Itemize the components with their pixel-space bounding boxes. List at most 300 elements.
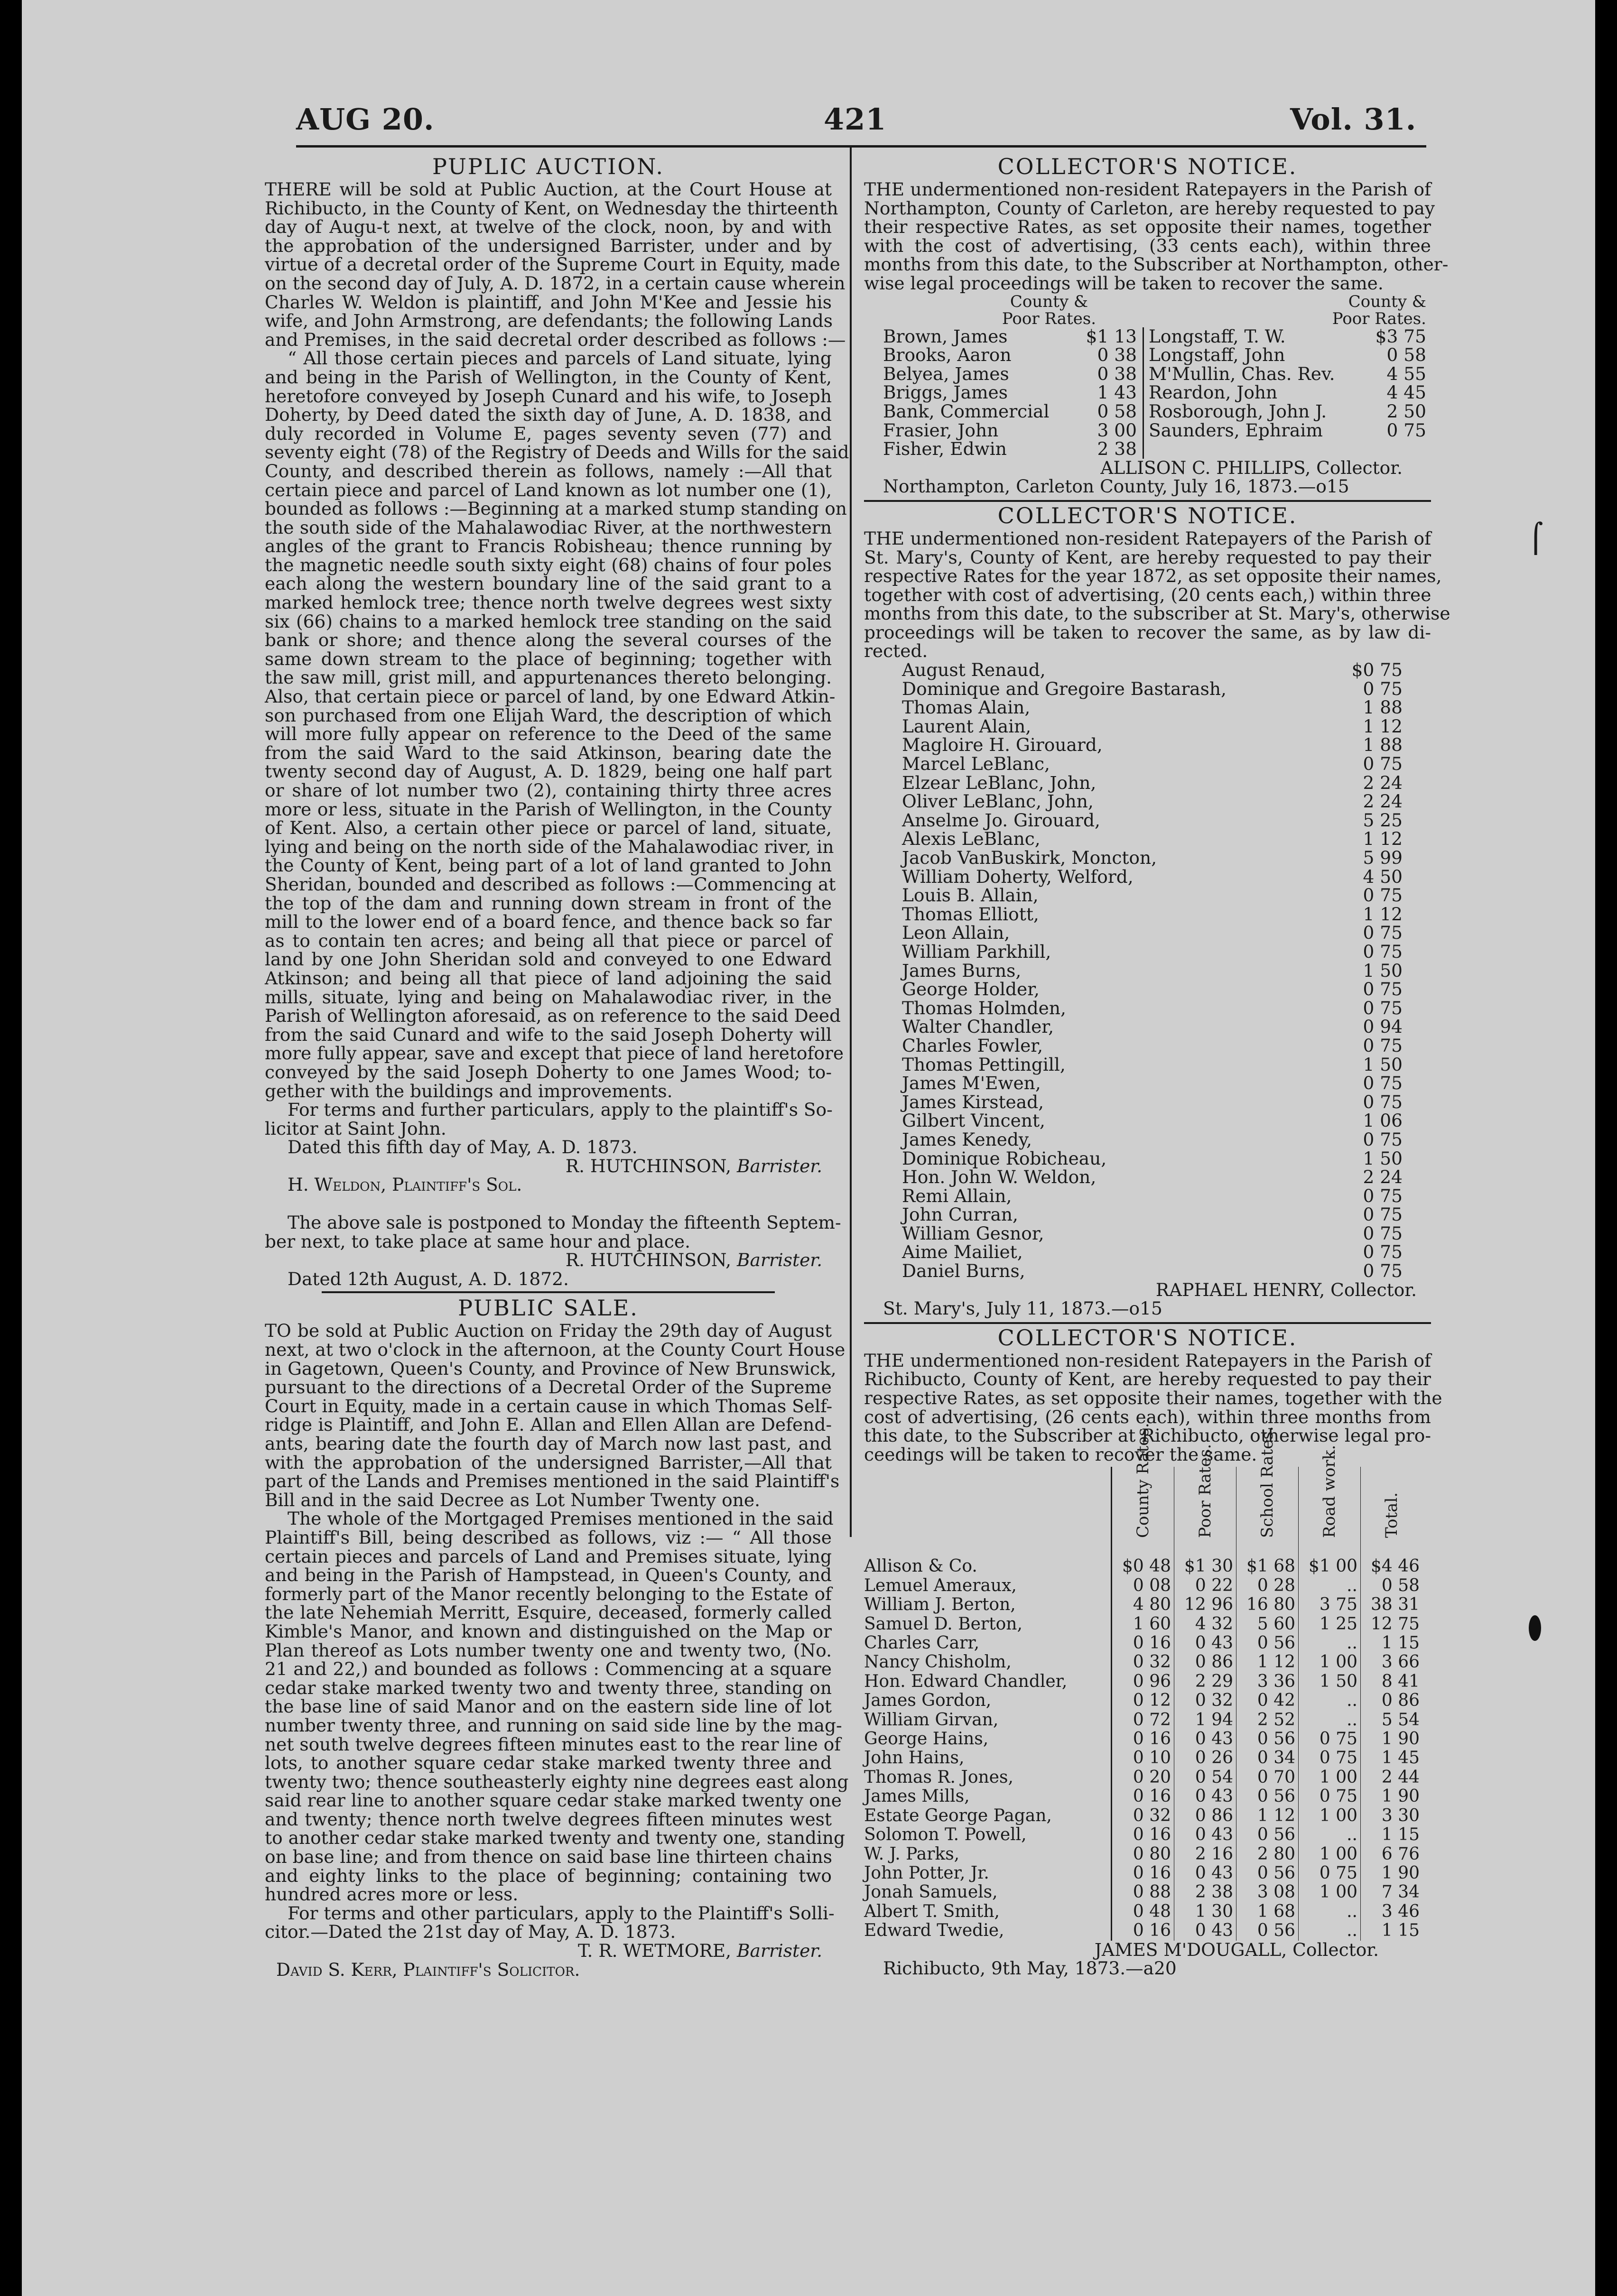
table-row	[864, 1902, 1422, 1921]
table-cell-value: 1 15	[1361, 1825, 1423, 1844]
text-line: or share of lot number two (2), containing thirty three acres	[265, 780, 832, 801]
text-line: bank or shore; and thence along the several courses of the	[265, 630, 832, 651]
table-cell-value: $1 68	[1236, 1557, 1299, 1576]
entry-name: Walter Chandler,	[902, 1016, 1054, 1037]
text-line: on base line; and from thence on said base line thirteen chains	[265, 1846, 832, 1868]
auction-signature-title: Barrister.	[737, 1155, 822, 1176]
table-cell-name: William Girvan,	[864, 1710, 999, 1730]
text-line: land by one John Sheridan sold and conveyed to one Edward	[265, 949, 832, 970]
text-line: mills, situate, lying and being on Mahalawodiac river, in the	[265, 986, 832, 1008]
table-cell-value: 3 30	[1361, 1806, 1423, 1825]
entry-name: Jacob VanBuskirk, Moncton,	[902, 847, 1157, 868]
auction-body	[265, 179, 849, 1158]
text-line: will more fully appear on reference to the Deed of the same	[265, 723, 832, 745]
text-line: said rear line to another square cedar stake marked twenty one	[265, 1790, 842, 1811]
entry-name: Frasier, John	[883, 419, 999, 441]
entry-name: Daniel Burns,	[902, 1260, 1025, 1282]
notice2-collector: RAPHAEL HENRY, Collector.	[1155, 1279, 1417, 1300]
left-column	[265, 153, 849, 1980]
text-line: 21 and 22,) and bounded as follows : Commencing at a square	[265, 1658, 832, 1680]
list-item	[902, 1187, 1403, 1206]
notice1-list-right	[1144, 327, 1431, 459]
section-rule	[322, 1291, 775, 1293]
list-item	[902, 811, 1403, 830]
text-line: and twenty; thence north twelve degrees fifteen minutes west	[265, 1808, 832, 1830]
table-cell-value: 0 43	[1174, 1921, 1236, 1940]
text-line: respective Rates for the year 1872, as set opposite their names,	[864, 565, 1442, 587]
text-line: Atkinson; and being all that piece of land adjoining the said	[265, 967, 832, 989]
text-line: County, and described therein as follows, namely :—All that	[265, 460, 832, 481]
entry-amount: 1 50	[1363, 1148, 1403, 1169]
entry-amount: 5 99	[1363, 847, 1403, 868]
entry-name: Magloire H. Girouard,	[902, 734, 1103, 756]
notice1-col-head-left	[864, 293, 1149, 327]
table-cell-name: Charles Carr,	[864, 1633, 980, 1653]
notice3-title: COLLECTOR'S NOTICE.	[997, 1324, 1298, 1351]
list-item	[902, 1074, 1403, 1093]
text-line: respective Rates, as set opposite their names, together with the	[864, 1388, 1442, 1409]
entry-name: Thomas Elliott,	[902, 903, 1039, 925]
table-cell-value: 0 56	[1236, 1730, 1299, 1749]
text-line: this date, to the Subscriber at Richibucto, otherwise legal pro-	[864, 1425, 1431, 1446]
table-column-header	[1236, 1426, 1299, 1557]
table-row	[864, 1557, 1422, 1576]
entry-amount: 1 88	[1363, 734, 1403, 756]
postponed-dated: Dated 12th August, A. D. 1872.	[288, 1268, 569, 1289]
text-line: Parish of Wellington aforesaid, as on reference to the said Deed	[265, 1005, 841, 1027]
sale-signature	[265, 1942, 832, 1961]
table-cell-value: 0 43	[1174, 1730, 1236, 1749]
table-cell-value: 0 42	[1236, 1691, 1299, 1710]
entry-name: Reardon, John	[1149, 382, 1278, 403]
column-header-label: Total.	[1382, 1492, 1401, 1538]
table-cell-value: 0 75	[1299, 1749, 1361, 1768]
text-line: Court in Equity, made in a certain cause in which Thomas Self-	[265, 1395, 833, 1416]
text-line: same down stream to the place of beginning; together with	[265, 648, 832, 669]
text-line: in Gagetown, Queen's County, and Province of New Brunswick,	[265, 1358, 836, 1379]
list-item	[902, 1168, 1403, 1187]
text-line: next, at two o'clock in the afternoon, at the County Court House	[265, 1339, 846, 1361]
table-cell-value: 1 68	[1236, 1902, 1299, 1921]
entry-name: M'Mullin, Chas. Rev.	[1149, 363, 1335, 384]
text-line: seventy eight (78) of the Registry of Deeds and Wills for the said	[265, 442, 849, 463]
entry-amount: 1 50	[1363, 960, 1403, 981]
text-line: day of Augu-t next, at twelve of the clock, noon, by and with	[265, 216, 832, 238]
list-item	[902, 792, 1403, 811]
issue-date: AUG 20.	[296, 102, 435, 137]
entry-name: Belyea, James	[883, 363, 1009, 384]
table-row	[864, 1653, 1422, 1672]
entry-name: William Doherty, Welford,	[902, 866, 1134, 887]
table-cell-value: 0 16	[1112, 1864, 1174, 1883]
column-header-label: County Rates.	[1134, 1423, 1152, 1538]
table-cell-value: $0 48	[1112, 1557, 1174, 1576]
entry-amount: 0 75	[1363, 979, 1403, 1000]
entry-amount: 0 58	[1386, 344, 1426, 366]
table-cell-value: 0 22	[1174, 1576, 1236, 1595]
table-cell-value: 3 66	[1361, 1653, 1423, 1672]
table-cell-value: 2 16	[1174, 1845, 1236, 1864]
table-cell-value: 1 12	[1236, 1806, 1299, 1825]
table-cell-value: 1 90	[1361, 1787, 1423, 1806]
column-header-label: School Rates.	[1258, 1426, 1277, 1538]
entry-amount: 0 75	[1363, 1222, 1403, 1244]
notice3-collector: JAMES M'DOUGALL, Collector.	[1094, 1939, 1379, 1960]
entry-name: Briggs, James	[883, 382, 1008, 403]
text-line: “ All those certain pieces and parcels of Land situate, lying	[288, 348, 832, 369]
table-column-header	[1361, 1467, 1423, 1557]
entry-amount: 0 38	[1097, 344, 1137, 366]
auction-title: PUPLIC AUCTION.	[432, 154, 665, 179]
text-line: Also, that certain piece or parcel of land, by one Edward Atkin-	[265, 686, 836, 707]
table-cell-value: 8 41	[1361, 1672, 1423, 1691]
notice3-table-header	[864, 1467, 1422, 1557]
right-column	[864, 153, 1450, 1979]
table-cell-value: 16 80	[1236, 1595, 1299, 1614]
text-line: hundred acres more or less.	[265, 1884, 519, 1905]
entry-name: Remi Allain,	[902, 1185, 1012, 1206]
list-item	[902, 924, 1403, 943]
table-cell-name: James Mills,	[864, 1787, 970, 1806]
notice3-table-body	[864, 1557, 1422, 1940]
text-line: Bill and in the said Decree as Lot Number Twenty one.	[265, 1489, 760, 1510]
text-line: pursuant to the directions of a Decretal Order of the Supreme	[265, 1377, 832, 1398]
text-line: each along the western boundary line of the said grant to a	[265, 573, 832, 594]
text-line: gether with the buildings and improvements.	[265, 1080, 673, 1102]
text-line: For terms and further particulars, apply to the plaintiff's So-	[288, 1099, 833, 1120]
notice2-dated: St. Mary's, July 11, 1873.—o15	[883, 1298, 1162, 1319]
list-item	[883, 421, 1137, 440]
table-cell-value: $1 30	[1174, 1557, 1236, 1576]
list-item	[883, 346, 1137, 365]
text-line: to another cedar stake marked twenty and twenty one, standing	[265, 1827, 846, 1849]
notice1-col-head-right	[1149, 293, 1431, 327]
entry-name: Marcel LeBlanc,	[902, 753, 1050, 775]
table-cell-value: 1 12	[1236, 1653, 1299, 1672]
sale-title: PUBLIC SALE.	[458, 1295, 639, 1321]
text-line: The whole of the Mortgaged Premises mentioned in the said	[288, 1508, 834, 1529]
entry-amount: 0 75	[1363, 1204, 1403, 1225]
table-cell-name: Solomon T. Powell,	[864, 1825, 1027, 1845]
table-cell-value: 0 96	[1112, 1672, 1174, 1691]
text-line: on the second day of July, A. D. 1872, in a certain cause wherein	[265, 272, 846, 294]
list-item	[902, 698, 1403, 717]
list-item	[902, 962, 1403, 981]
entry-name: James Burns,	[902, 960, 1022, 981]
table-row	[864, 1749, 1422, 1768]
notice1-title: COLLECTOR'S NOTICE.	[997, 154, 1298, 179]
table-cell-value: 2 44	[1361, 1768, 1423, 1787]
table-cell-value: 1 25	[1299, 1615, 1361, 1634]
entry-name: Bank, Commercial	[883, 400, 1050, 422]
table-cell-name: Allison & Co.	[864, 1556, 977, 1576]
table-cell-value: 0 26	[1174, 1749, 1236, 1768]
column-header-label: Poor Rates.	[1196, 1444, 1215, 1538]
text-line: cedar stake marked twenty two and twenty three, standing on	[265, 1677, 832, 1698]
table-cell-name: Thomas R. Jones,	[864, 1767, 1013, 1787]
text-line: Doherty, by Deed dated the sixth day of June, A. D. 1838, and	[265, 404, 832, 426]
entry-amount: 2 24	[1363, 1167, 1403, 1188]
list-item	[902, 1093, 1403, 1112]
list-item	[902, 1111, 1403, 1130]
entry-name: Louis B. Allain,	[902, 885, 1039, 906]
entry-amount: 0 75	[1363, 885, 1403, 906]
text-line: son purchased from one Elijah Ward, the description of which	[265, 704, 832, 726]
entry-amount: 0 94	[1363, 1016, 1403, 1037]
entry-amount: 2 50	[1386, 400, 1426, 422]
list-item	[902, 1037, 1403, 1055]
text-line: more or less, situate in the Parish of Wellington, in the County	[265, 798, 832, 820]
entry-name: Brooks, Aaron	[883, 344, 1012, 366]
text-line: more fully appear, save and except that piece of land heretofore	[265, 1043, 844, 1064]
auction-signature-name: R. HUTCHINSON,	[565, 1155, 732, 1176]
table-cell-value: 2 29	[1174, 1672, 1236, 1691]
text-line: marked hemlock tree; thence north twelve degrees west sixty	[265, 592, 832, 613]
table-cell-value: 0 56	[1236, 1787, 1299, 1806]
table-cell-value: 0 72	[1112, 1711, 1174, 1730]
table-cell-value: 2 38	[1174, 1883, 1236, 1902]
entry-amount: 0 38	[1097, 363, 1137, 384]
entry-amount: 4 55	[1386, 363, 1426, 384]
list-item	[902, 999, 1403, 1018]
col-head-line: County &	[1348, 292, 1426, 311]
table-cell-name: Estate George Pagan,	[864, 1805, 1052, 1825]
table-cell-value: 0 16	[1112, 1787, 1174, 1806]
text-line: THERE will be sold at Public Auction, at the Court House at	[265, 179, 832, 200]
text-line: the top of the dam and running down stream in front of the	[265, 892, 832, 914]
entry-name: Dominique Robicheau,	[902, 1148, 1107, 1169]
table-row	[864, 1864, 1422, 1883]
table-cell-value: 1 00	[1299, 1768, 1361, 1787]
text-line: ber next, to take place at same hour and place.	[265, 1231, 690, 1252]
text-line: ants, bearing date the fourth day of March now last past, and	[265, 1433, 832, 1454]
entry-name: Dominique and Gregoire Bastarash,	[902, 678, 1227, 699]
entry-amount: 0 75	[1363, 1035, 1403, 1056]
entry-amount: $3 75	[1375, 325, 1426, 347]
table-cell-value: 7 34	[1361, 1883, 1423, 1902]
entry-name: Longstaff, T. W.	[1149, 325, 1286, 347]
list-item	[902, 680, 1403, 699]
table-cell-value: 1 00	[1299, 1806, 1361, 1825]
table-row	[864, 1845, 1422, 1864]
entry-name: William Parkhill,	[902, 941, 1051, 962]
text-line: with the cost of advertising, (33 cents each), within three	[864, 235, 1431, 256]
table-column-header	[1174, 1444, 1236, 1557]
text-line: formerly part of the Manor recently belonging to the Estate of	[265, 1583, 832, 1604]
table-cell-value: $1 00	[1299, 1557, 1361, 1576]
text-line: Richibucto, County of Kent, are hereby requested to pay their	[864, 1369, 1431, 1390]
table-row	[864, 1825, 1422, 1844]
table-cell-value: 3 46	[1361, 1902, 1423, 1921]
table-row	[864, 1576, 1422, 1595]
entry-amount: $1 13	[1086, 325, 1137, 347]
text-line: Plan thereof as Lots number twenty one and twenty two, (No.	[265, 1639, 832, 1661]
table-cell-name: James Gordon,	[864, 1691, 992, 1711]
text-line: from the said Cunard and wife to the said Joseph Doherty will	[265, 1024, 832, 1045]
table-cell-value: ..	[1299, 1825, 1361, 1844]
table-row	[864, 1615, 1422, 1634]
list-item	[1149, 402, 1426, 421]
table-row	[864, 1787, 1422, 1806]
table-cell-value: 0 34	[1236, 1749, 1299, 1768]
entry-amount: $0 75	[1351, 659, 1403, 681]
text-line: and Premises, in the said decretal order described as follows :—	[265, 329, 846, 350]
table-cell-name: Samuel D. Berton,	[864, 1614, 1022, 1634]
table-cell-value: 2 80	[1236, 1845, 1299, 1864]
list-item	[1149, 346, 1426, 365]
entry-name: James Kirstead,	[902, 1091, 1044, 1112]
text-line: conveyed by the said Joseph Doherty to one James Wood; to-	[265, 1061, 832, 1083]
list-item	[883, 383, 1137, 402]
text-line: ridge is Plaintiff, and John E. Allan and Ellen Allan are Defend-	[265, 1414, 832, 1435]
text-line: and being in the Parish of Hampstead, in Queen's County, and	[265, 1565, 832, 1586]
entry-amount: 2 24	[1363, 772, 1403, 793]
entry-name: Fisher, Edwin	[883, 438, 1007, 460]
table-cell-value: 0 16	[1112, 1730, 1174, 1749]
list-item	[1149, 365, 1426, 384]
col-head-line: Poor Rates.	[1332, 309, 1426, 328]
table-cell-value: 0 54	[1174, 1768, 1236, 1787]
table-cell-name: W. J. Parks,	[864, 1844, 960, 1864]
text-line: The above sale is postponed to Monday the fifteenth Septem-	[288, 1212, 841, 1233]
text-line: lots, to another square cedar stake marked twenty three and	[265, 1752, 832, 1774]
list-item	[902, 1018, 1403, 1037]
table-row	[864, 1711, 1422, 1730]
entry-name: Elzear LeBlanc, John,	[902, 772, 1097, 793]
entry-amount: 0 75	[1363, 1073, 1403, 1094]
table-cell-value: 1 94	[1174, 1711, 1236, 1730]
text-line: wise legal proceedings will be taken to recover the same.	[864, 272, 1384, 294]
list-item	[902, 1055, 1403, 1074]
notice3-dated: Richibucto, 9th May, 1873.—a20	[883, 1958, 1177, 1979]
notice1-col-heads	[864, 293, 1431, 327]
text-line: the County of Kent, being part of a lot of land granted to John	[265, 855, 832, 876]
text-line: Kimble's Manor, and known and distinguished on the Map or	[265, 1620, 832, 1642]
text-line: ceedings will be taken to recover the same.	[864, 1444, 1257, 1465]
table-cell-value: 1 50	[1299, 1672, 1361, 1691]
text-line: of Kent. Also, a certain other piece or parcel of land, situate,	[265, 817, 832, 839]
text-line: twenty second day of August, A. D. 1829, being one half part	[265, 761, 832, 782]
entry-amount: 1 88	[1363, 697, 1403, 718]
text-line: THE undermentioned non-resident Ratepayers in the Parish of	[864, 1350, 1431, 1371]
table-cell-value: 0 32	[1174, 1691, 1236, 1710]
table-cell-value: ..	[1299, 1691, 1361, 1710]
table-cell-value: 12 75	[1361, 1615, 1423, 1634]
table-cell-value: 38 31	[1361, 1595, 1423, 1614]
entry-name: James Kenedy,	[902, 1129, 1032, 1150]
table-cell-name: John Potter, Jr.	[864, 1863, 989, 1883]
list-item	[883, 440, 1137, 459]
entry-amount: 0 75	[1363, 922, 1403, 944]
table-cell-value: 0 48	[1112, 1902, 1174, 1921]
table-cell-value: 1 45	[1361, 1749, 1423, 1768]
postponed-signature	[265, 1251, 832, 1270]
list-item	[902, 1149, 1403, 1168]
table-cell-value: 0 20	[1112, 1768, 1174, 1787]
list-item	[902, 661, 1403, 680]
text-line: the saw mill, grist mill, and appurtenances thereto belonging.	[265, 667, 832, 688]
auction-solicitor: H. Weldon, Plaintiff's Sol.	[288, 1174, 522, 1195]
entry-amount: 0 75	[1363, 1241, 1403, 1263]
notice1-dated: Northampton, Carleton County, July 16, 1873.—o15	[883, 476, 1349, 497]
list-item	[902, 830, 1403, 849]
text-line: Charles W. Weldon is plaintiff, and John M'Kee and Jessie his	[265, 291, 832, 313]
list-item	[902, 1224, 1403, 1243]
text-line: certain pieces and parcels of Land and Premises situate, lying	[265, 1546, 832, 1567]
table-cell-value: 0 86	[1174, 1806, 1236, 1825]
text-line: heretofore conveyed by Joseph Cunard and his wife, to Joseph	[265, 385, 832, 407]
table-cell-value: 1 15	[1361, 1921, 1423, 1940]
table-cell-value: 0 80	[1112, 1845, 1174, 1864]
table-cell-value: 1 90	[1361, 1864, 1423, 1883]
table-cell-value: 0 75	[1299, 1730, 1361, 1749]
table-cell-value: 4 80	[1112, 1595, 1174, 1614]
table-cell-value: 1 00	[1299, 1883, 1361, 1902]
entry-name: William Gesnor,	[902, 1222, 1044, 1244]
table-cell-value: 0 56	[1236, 1825, 1299, 1844]
entry-name: Rosborough, John J.	[1149, 400, 1327, 422]
entry-name: Saunders, Ephraim	[1149, 419, 1323, 441]
text-line: THE undermentioned non-resident Ratepayers of the Parish of	[864, 528, 1431, 549]
entry-amount: 0 75	[1363, 753, 1403, 775]
table-cell-value: 5 54	[1361, 1711, 1423, 1730]
table-cell-value: 0 88	[1112, 1883, 1174, 1902]
table-row	[864, 1672, 1422, 1691]
list-item	[902, 1130, 1403, 1149]
entry-name: James M'Ewen,	[902, 1073, 1041, 1094]
text-line: duly recorded in Volume E, pages seventy seven (77) and	[265, 423, 832, 444]
postponed-notice	[265, 1212, 841, 1252]
list-item	[1149, 383, 1426, 402]
table-row	[864, 1595, 1422, 1614]
entry-name: Thomas Holmden,	[902, 997, 1066, 1018]
table-cell-value: 3 36	[1236, 1672, 1299, 1691]
list-item	[902, 736, 1403, 755]
text-line: citor.—Dated the 21st day of May, A. D. 1873.	[265, 1921, 676, 1943]
table-cell-name: William J. Berton,	[864, 1595, 1016, 1615]
entry-name: Alexis LeBlanc,	[902, 828, 1041, 850]
column-divider	[850, 147, 852, 1537]
table-row	[864, 1806, 1422, 1825]
table-cell-value: 0 56	[1236, 1921, 1299, 1940]
notice2-list	[864, 661, 1431, 1281]
text-line: Richibucto, in the County of Kent, on Wednesday the thirteenth	[265, 197, 838, 219]
text-line: months from this date, to the subscriber at St. Mary's, otherwise	[864, 603, 1450, 624]
text-line: with the approbation of the undersigned Barrister,—All that	[265, 1452, 832, 1473]
table-cell-value: 0 12	[1112, 1691, 1174, 1710]
table-cell-value: 0 43	[1174, 1634, 1236, 1653]
notice2-body	[864, 528, 1450, 662]
list-item	[902, 1262, 1403, 1281]
entry-amount: 1 12	[1363, 828, 1403, 850]
text-line: and eighty links to the place of beginning; containing two	[265, 1865, 832, 1886]
entry-amount: 2 24	[1363, 791, 1403, 812]
table-cell-value: 0 16	[1112, 1825, 1174, 1844]
text-line: twenty two; thence southeasterly eighty nine degrees east along	[265, 1771, 849, 1792]
newspaper-page	[22, 0, 1595, 2296]
table-cell-value: ..	[1299, 1921, 1361, 1940]
table-cell-value: ..	[1299, 1634, 1361, 1653]
entry-name: John Curran,	[902, 1204, 1018, 1225]
text-line: cost of advertising, (26 cents each), within three months from	[864, 1406, 1431, 1427]
entry-name: Leon Allain,	[902, 922, 1010, 944]
text-line: the base line of said Manor and on the eastern side line of lot	[265, 1696, 832, 1717]
entry-amount: 0 75	[1363, 941, 1403, 962]
text-line: angles of the grant to Francis Robisheau; thence running by	[265, 536, 832, 557]
table-cell-value: 0 32	[1112, 1653, 1174, 1672]
entry-amount: 4 45	[1386, 382, 1426, 403]
entry-name: Laurent Alain,	[902, 715, 1032, 737]
